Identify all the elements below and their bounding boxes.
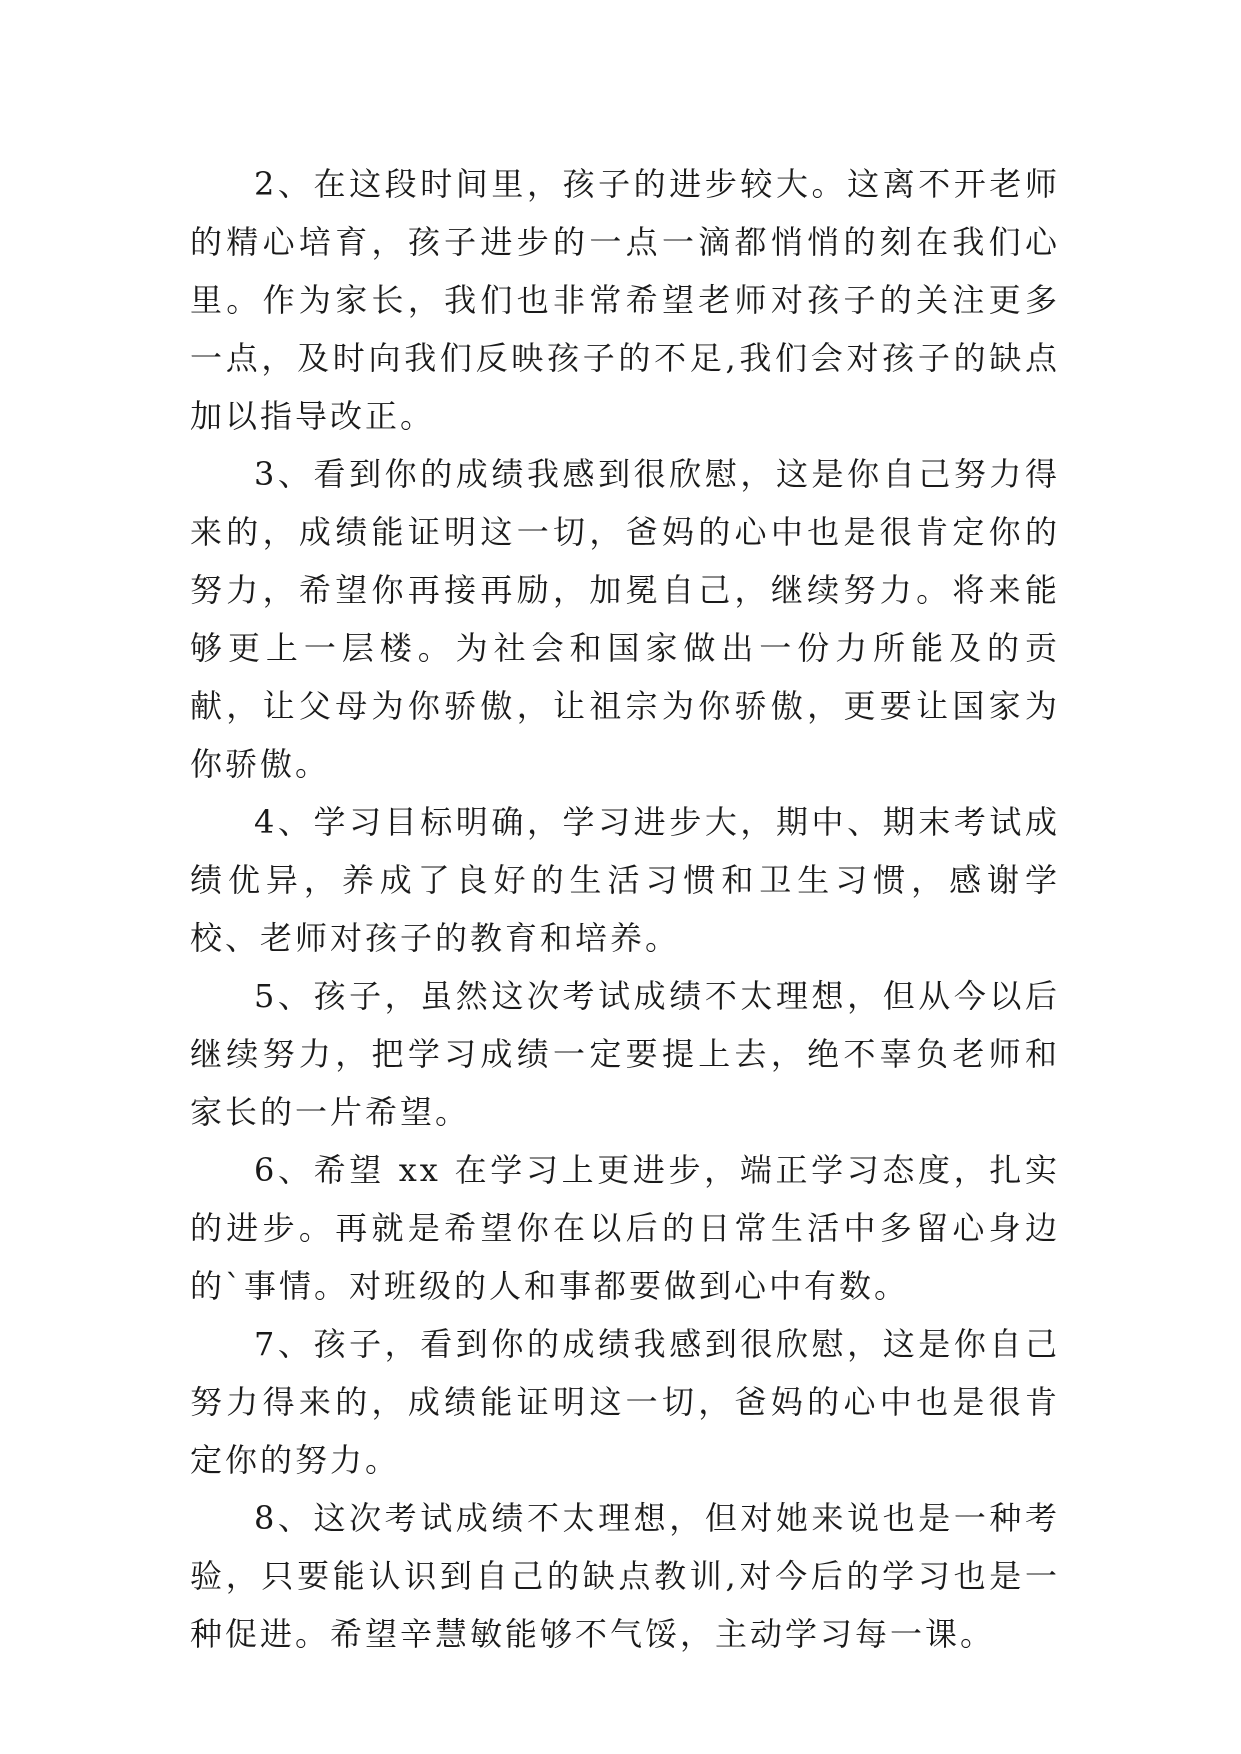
document-body (190, 155, 1060, 1663)
paragraph-7: 7、孩子，看到你的成绩我感到很欣慰，这是你自己努力得来的，成绩能证明这一切，爸妈的心中也是很肯定你的努力。 (190, 1325, 1060, 1479)
paragraph-4: 4、学习目标明确，学习进步大，期中、期末考试成绩优异，养成了良好的生活习惯和卫生习惯，感谢学校、老师对孩子的教育和培养。 (190, 803, 1060, 957)
paragraph-2: 2、在这段时间里，孩子的进步较大。这离不开老师的精心培育，孩子进步的一点一滴都悄悄的刻在我们心里。作为家长，我们也非常希望老师对孩子的关注更多一点，及时向我们反映孩子的不足,我们会对孩子的缺点加以指导改正。 (190, 165, 1060, 435)
paragraph-8: 8、这次考试成绩不太理想，但对她来说也是一种考验，只要能认识到自己的缺点教训,对今后的学习也是一种促进。希望辛慧敏能够不气馁，主动学习每一课。 (190, 1499, 1060, 1653)
paragraph-5: 5、孩子，虽然这次考试成绩不太理想，但从今以后继续努力，把学习成绩一定要提上去，绝不辜负老师和家长的一片希望。 (190, 977, 1060, 1131)
paragraph-3: 3、看到你的成绩我感到很欣慰，这是你自己努力得来的，成绩能证明这一切，爸妈的心中也是很肯定你的努力，希望你再接再励，加冕自己，继续努力。将来能够更上一层楼。为社会和国家做出一份力所能及的贡献，让父母为你骄傲，让祖宗为你骄傲，更要让国家为你骄傲。 (190, 455, 1060, 783)
paragraph-6: 6、希望 xx 在学习上更进步，端正学习态度，扎实的进步。再就是希望你在以后的日常生活中多留心身边的`事情。对班级的人和事都要做到心中有数。 (190, 1151, 1060, 1305)
